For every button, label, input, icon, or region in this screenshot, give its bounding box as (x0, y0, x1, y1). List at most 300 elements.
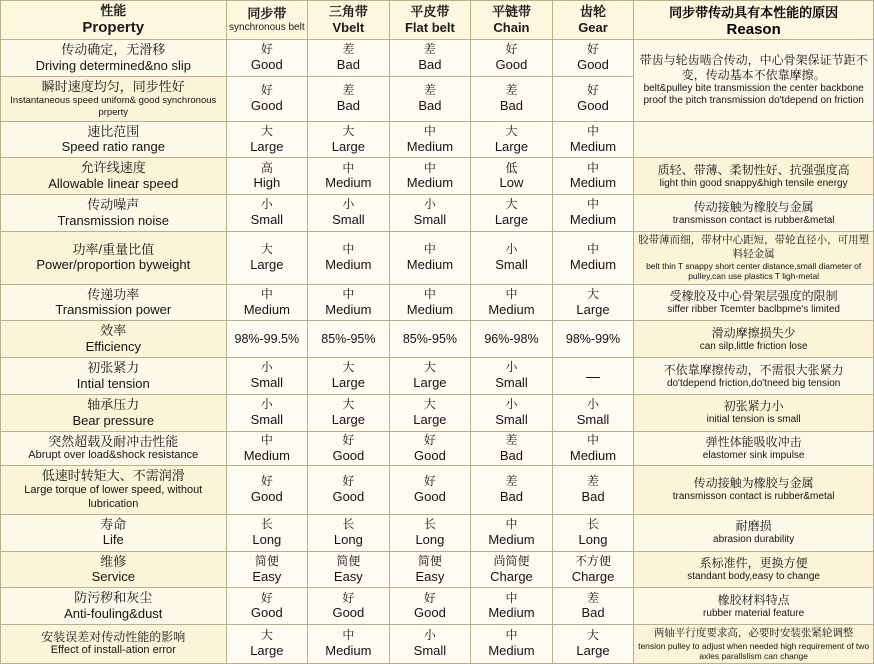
value-en: Large (494, 212, 529, 228)
reason-en: transmisson contact is rubber&metal (672, 491, 835, 503)
value-en: Good (250, 489, 283, 505)
row-reason (634, 431, 874, 465)
table-row (1, 625, 874, 664)
value-en: Good (250, 57, 283, 73)
value-cn: 大 (505, 197, 518, 212)
reason-cn: 两轴平行度要求高，必要时安装张紧轮调整 (653, 627, 854, 640)
value-cn: 好 (260, 42, 273, 57)
value-en: Medium (569, 175, 617, 191)
cell-value (471, 431, 553, 465)
value-cn: 差 (587, 590, 600, 605)
value-en: Large (250, 256, 284, 272)
value-en: Long (415, 531, 445, 547)
value-cn: 大 (260, 628, 273, 643)
cell-value (471, 158, 553, 195)
value-cn: 小 (505, 242, 518, 257)
cell-value (226, 514, 308, 551)
reason-cn: 弹性体能吸收冲击 (705, 434, 802, 449)
value-cn: 中 (423, 242, 436, 257)
row-reason (634, 232, 874, 284)
value-en: High (253, 175, 281, 191)
cell-value (308, 121, 390, 158)
property-en: Allowable linear speed (48, 176, 179, 191)
header-reason-cn: 同步带传动具有本性能的原因 (669, 5, 839, 20)
value-en: Bad (499, 97, 524, 113)
value-en: Medium (243, 301, 290, 317)
property-en: Power/proportion byweight (36, 257, 191, 273)
header-reason-en: Reason (726, 21, 781, 38)
table-row (1, 466, 874, 515)
reason-en: initial tension is small (706, 414, 801, 426)
value-en: Medium (325, 643, 372, 659)
value-en: 96%-98% (484, 331, 539, 346)
header-col-chain (471, 1, 553, 40)
cell-value (552, 232, 634, 284)
row-reason (634, 514, 874, 551)
property-cn: 安装误差对传动性能的影响 (41, 630, 186, 645)
row-property (1, 625, 227, 664)
row-property (1, 195, 227, 232)
value-cn: 中 (587, 123, 600, 138)
cell-value (389, 121, 471, 158)
cell-value (552, 395, 634, 432)
table-row (1, 284, 874, 321)
header-property-en: Property (82, 18, 145, 36)
cell-value (389, 358, 471, 395)
cell-value (226, 232, 308, 284)
value-cn: 差 (423, 83, 436, 98)
cell-value (552, 40, 634, 77)
header-col-cn: 平皮带 (410, 3, 450, 19)
cell-value (308, 514, 390, 551)
cell-value (471, 395, 553, 432)
row-reason (634, 466, 874, 515)
value-en: Small (250, 375, 284, 391)
value-en: Medium (406, 138, 454, 154)
row-property (1, 232, 227, 284)
header-col-en: Flat belt (404, 20, 455, 35)
cell-value (308, 321, 390, 358)
row-property (1, 395, 227, 432)
cell-value (308, 195, 390, 232)
cell-value (308, 625, 390, 664)
reason-en: elastomer sink impulse (702, 449, 805, 461)
property-en: Instantaneous speed unifom& good synchronous prperty (10, 94, 217, 118)
reason-cn: 受橡胶及中心骨架层强度的限制 (669, 288, 838, 303)
value-cn: 中 (423, 286, 436, 301)
value-en: Good (250, 605, 283, 621)
reason-cn: 不依靠摩擦传动，不需很大张紧力 (663, 362, 844, 377)
cell-value (471, 121, 553, 158)
row-property (1, 551, 227, 588)
cell-value (308, 588, 390, 625)
property-en: Speed ratio range (61, 139, 165, 155)
cell-value (389, 321, 471, 358)
value-cn: 大 (505, 123, 518, 138)
header-col-synchronous-belt (226, 1, 308, 40)
value-cn: 中 (342, 286, 355, 301)
cell-value (226, 551, 308, 588)
row-property (1, 158, 227, 195)
value-en: Small (250, 212, 284, 228)
row-property (1, 321, 227, 358)
value-cn: 中 (587, 160, 600, 175)
value-en: Large (576, 301, 610, 317)
cell-value (308, 395, 390, 432)
property-cn: 允许线速度 (80, 160, 146, 176)
cell-value (389, 431, 471, 465)
cell-value (389, 395, 471, 432)
value-cn: 中 (505, 517, 518, 532)
cell-value (552, 551, 634, 588)
value-cn: 中 (342, 628, 355, 643)
value-en: Long (252, 531, 282, 547)
cell-value (226, 40, 308, 77)
row-reason (634, 40, 874, 122)
value-cn: 差 (505, 474, 518, 489)
value-cn: 长 (342, 517, 355, 532)
value-en: Bad (499, 489, 524, 505)
value-en: Medium (406, 301, 454, 317)
value-cn: 好 (260, 474, 273, 489)
cell-value (226, 395, 308, 432)
cell-value (226, 121, 308, 158)
value-en: 85%-95% (402, 331, 458, 346)
value-cn: 长 (587, 517, 600, 532)
value-en: Medium (569, 212, 617, 228)
property-cn: 低速时转矩大、不需润滑 (41, 468, 185, 484)
header-property (1, 1, 227, 40)
cell-value (308, 232, 390, 284)
value-en: Bad (581, 605, 605, 621)
value-cn: 中 (342, 160, 355, 175)
value-en: Large (576, 643, 610, 659)
value-en: 98%-99% (565, 331, 621, 346)
cell-value (552, 121, 634, 158)
reason-en: belt&pulley bite transmission the center backbone proof the pitch transmission do'tdepend on friction (643, 83, 864, 107)
cell-value (471, 466, 553, 515)
property-cn: 维修 (100, 553, 127, 569)
value-cn: 小 (587, 397, 600, 412)
cell-value (226, 466, 308, 515)
cell-value (471, 514, 553, 551)
value-cn: 中 (423, 123, 436, 138)
value-cn: 好 (342, 432, 355, 447)
cell-value (471, 625, 553, 664)
value-en: Low (499, 175, 524, 191)
property-cn: 速比范围 (87, 123, 140, 139)
cell-value (308, 466, 390, 515)
value-cn: 中 (505, 590, 518, 605)
value-en: Large (250, 643, 284, 659)
value-en: Easy (415, 568, 445, 584)
cell-value (389, 158, 471, 195)
cell-value (389, 514, 471, 551)
value-en: Large (331, 375, 365, 391)
value-en: Large (494, 138, 529, 154)
cell-value (226, 158, 308, 195)
value-cn: 好 (260, 590, 273, 605)
cell-value (471, 321, 553, 358)
property-cn: 初张紧力 (87, 360, 140, 376)
reason-en: do'tdepend friction,do'tneed big tension (666, 377, 841, 389)
cell-value (389, 551, 471, 588)
property-cn: 突然超载及耐冲击性能 (48, 433, 179, 449)
table-row (1, 195, 874, 232)
value-cn: 大 (342, 123, 355, 138)
value-en: Large (250, 138, 284, 154)
value-cn: 小 (423, 628, 436, 643)
table-row (1, 121, 874, 158)
value-cn: — (586, 368, 600, 385)
cell-value (308, 40, 390, 77)
value-en: Bad (499, 447, 524, 463)
value-cn: 中 (587, 197, 600, 212)
value-en: Good (414, 605, 446, 621)
value-en: Large (331, 412, 365, 428)
table-row (1, 40, 874, 77)
value-cn: 好 (342, 474, 355, 489)
value-en: Long (333, 531, 363, 547)
value-cn: 不方便 (575, 553, 612, 568)
value-en: Good (332, 489, 365, 505)
value-en: Long (578, 531, 608, 547)
row-property (1, 121, 227, 158)
property-cn: 效率 (100, 323, 127, 339)
header-col-en: Chain (493, 20, 530, 35)
cell-value (226, 588, 308, 625)
cell-value (552, 588, 634, 625)
row-property (1, 431, 227, 465)
header-col-vbelt (308, 1, 390, 40)
cell-value (471, 588, 553, 625)
reason-en: light thin good snappy&high tensile energy (659, 177, 848, 189)
value-en: Medium (406, 256, 454, 272)
value-en: Bad (336, 57, 360, 73)
value-cn: 小 (260, 197, 273, 212)
row-property (1, 514, 227, 551)
value-cn: 小 (505, 360, 518, 375)
cell-value (471, 551, 553, 588)
table-header-row (1, 1, 874, 40)
header-col-flat-belt (389, 1, 471, 40)
header-col-en: Gear (578, 20, 608, 35)
value-cn: 好 (505, 42, 518, 57)
value-en: Medium (488, 301, 535, 317)
value-en: Small (250, 412, 284, 428)
reason-cn: 橡胶材料特点 (717, 592, 790, 607)
cell-value (389, 625, 471, 664)
cell-value (471, 40, 553, 77)
header-col-cn: 齿轮 (580, 3, 607, 19)
row-reason (634, 395, 874, 432)
value-cn: 小 (260, 360, 273, 375)
property-cn: 寿命 (100, 516, 127, 532)
cell-value (552, 625, 634, 664)
value-cn: 大 (342, 360, 355, 375)
value-en: Small (413, 212, 447, 228)
value-cn: 小 (342, 197, 355, 212)
table-row (1, 158, 874, 195)
cell-value (389, 284, 471, 321)
value-cn: 简便 (254, 553, 279, 568)
value-en: Medium (569, 138, 617, 154)
value-cn: 长 (423, 517, 436, 532)
table-row (1, 232, 874, 284)
value-cn: 小 (260, 397, 273, 412)
value-cn: 大 (342, 397, 355, 412)
reason-en: standant body,easy to change (687, 571, 820, 583)
value-cn: 好 (260, 83, 273, 98)
header-col-cn: 平链带 (491, 3, 531, 19)
value-cn: 差 (505, 432, 518, 447)
value-cn: 小 (505, 397, 518, 412)
value-en: Bad (336, 97, 360, 113)
table-row (1, 514, 874, 551)
property-cn: 防污秽和灰尘 (74, 590, 153, 606)
cell-value (226, 321, 308, 358)
property-cn: 传动噪声 (87, 197, 140, 213)
cell-value (552, 514, 634, 551)
row-reason (634, 321, 874, 358)
cell-value (471, 358, 553, 395)
row-reason (634, 158, 874, 195)
value-en: Medium (488, 605, 535, 621)
table-row (1, 431, 874, 465)
row-property (1, 76, 227, 121)
value-cn: 高 (260, 160, 273, 175)
cell-value (389, 232, 471, 284)
cell-value (552, 358, 634, 395)
value-cn: 差 (423, 42, 436, 57)
value-cn: 尚简便 (493, 553, 530, 568)
reason-cn: 初张紧力小 (723, 399, 784, 414)
reason-cn: 胶带薄而细，带材中心距短，带轮直径小，可用塑料轻金属 (638, 234, 870, 260)
value-cn: 大 (260, 123, 273, 138)
header-col-cn: 同步带 (247, 5, 287, 21)
value-cn: 低 (505, 160, 518, 175)
reason-en: tension pulley to adjust when needed high requirement of two axles parallslism can change (638, 640, 870, 661)
reason-cn: 带齿与轮齿啮合传动，中心骨架保证节距不变，传动基本不依靠摩擦。 (639, 53, 868, 83)
header-col-en: synchronous belt (229, 21, 305, 33)
cell-value (552, 284, 634, 321)
reason-cn: 滑动摩擦损失少 (711, 325, 796, 340)
reason-cn: 传动接触为橡胶与金属 (693, 199, 814, 214)
cell-value (226, 625, 308, 664)
value-en: Bad (418, 57, 442, 73)
cell-value (552, 431, 634, 465)
cell-value (552, 321, 634, 358)
value-cn: 差 (342, 42, 355, 57)
cell-value (226, 195, 308, 232)
value-cn: 好 (423, 474, 436, 489)
header-property-cn: 性能 (100, 2, 127, 18)
row-reason (634, 195, 874, 232)
cell-value (308, 158, 390, 195)
value-en: Charge (571, 568, 615, 584)
cell-value (308, 76, 390, 121)
table-row (1, 358, 874, 395)
cell-value (308, 358, 390, 395)
value-cn: 大 (587, 628, 600, 643)
cell-value (552, 76, 634, 121)
value-en: Medium (406, 175, 454, 191)
value-en: Good (577, 97, 609, 113)
header-col-gear (552, 1, 634, 40)
cell-value (308, 284, 390, 321)
value-en: Small (332, 212, 365, 228)
row-property (1, 284, 227, 321)
value-cn: 简便 (336, 553, 361, 568)
value-en: Small (495, 412, 528, 428)
reason-en: rubber material feature (703, 607, 805, 619)
value-cn: 好 (423, 432, 436, 447)
cell-value (552, 158, 634, 195)
value-cn: 中 (342, 242, 355, 257)
value-en: Bad (418, 97, 442, 113)
property-en: Transmission noise (57, 212, 170, 228)
value-en: Large (331, 138, 365, 154)
value-cn: 中 (260, 432, 273, 447)
value-en: Good (577, 57, 609, 73)
table-row (1, 395, 874, 432)
value-en: Small (576, 412, 610, 428)
value-en: Good (414, 447, 446, 463)
property-cn: 瞬时速度均匀，同步性好 (41, 79, 185, 95)
row-reason (634, 625, 874, 664)
cell-value (308, 551, 390, 588)
property-en: Life (102, 532, 124, 548)
value-en: Medium (569, 447, 617, 463)
value-en: Good (495, 57, 528, 73)
cell-value (308, 431, 390, 465)
value-en: Easy (333, 568, 363, 584)
cell-value (471, 76, 553, 121)
value-en: Large (413, 375, 447, 391)
cell-value (226, 358, 308, 395)
value-cn: 长 (260, 517, 273, 532)
value-en: 98%-99.5% (234, 331, 300, 346)
value-en: 85%-95% (321, 331, 376, 346)
value-cn: 中 (505, 286, 518, 301)
value-en: Small (495, 375, 528, 391)
property-en: Efficiency (85, 338, 141, 354)
value-cn: 中 (423, 160, 436, 175)
value-cn: 中 (505, 628, 518, 643)
value-en: Small (413, 643, 447, 659)
row-property (1, 358, 227, 395)
value-cn: 差 (587, 474, 600, 489)
row-property (1, 588, 227, 625)
value-cn: 中 (587, 242, 600, 257)
table-row (1, 588, 874, 625)
reason-cn: 传动接触为橡胶与金属 (693, 476, 814, 491)
value-cn: 小 (423, 197, 436, 212)
property-cn: 传动确定，无滑移 (61, 41, 166, 57)
reason-cn: 耐磨损 (735, 519, 772, 534)
row-reason (634, 358, 874, 395)
value-en: Medium (325, 175, 372, 191)
cell-value (471, 195, 553, 232)
value-en: Easy (252, 568, 282, 584)
property-en: Driving determined&no slip (35, 57, 191, 73)
value-cn: 好 (587, 42, 600, 57)
property-en: Effect of install-ation error (50, 644, 176, 657)
value-en: Large (413, 412, 447, 428)
cell-value (471, 284, 553, 321)
reason-en: belt thin T snappy short center distance,small diameter of pulley,can use plastics T ligh-metal (646, 260, 862, 281)
row-property (1, 40, 227, 77)
